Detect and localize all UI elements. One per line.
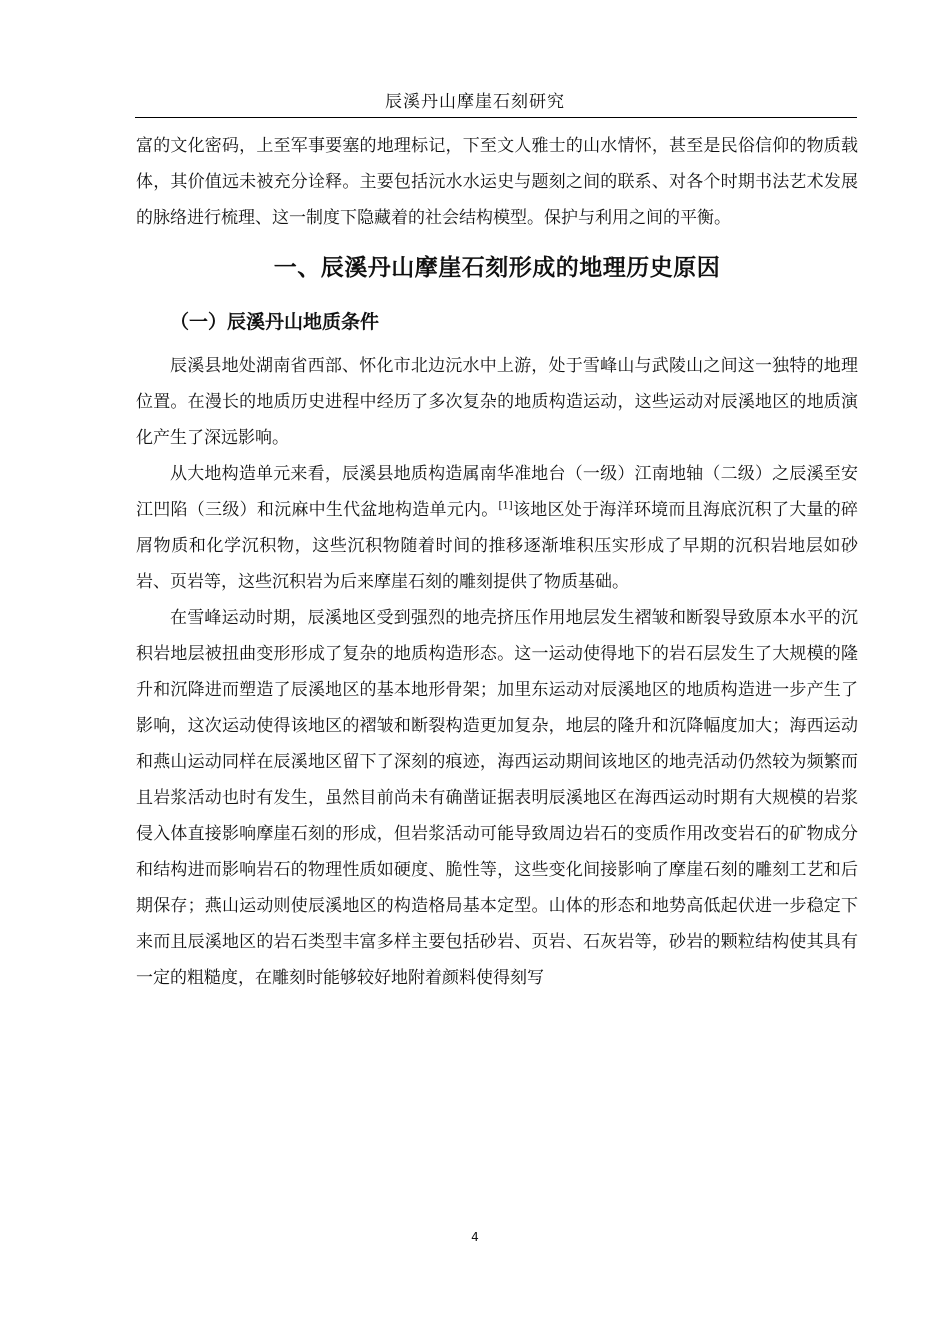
citation-marker[interactable]: [1]: [498, 500, 513, 512]
subsection-heading: （一）辰溪丹山地质条件: [170, 311, 380, 333]
paragraph-geography: 辰溪县地处湖南省西部、怀化市北边沅水中上游，处于雪峰山与武陵山之间这一独特的地理位置。在漫长的地质历史进程中经历了多次复杂的地质构造运动，这些运动对辰溪地区的地质演化产生了深远影响。: [136, 356, 858, 448]
running-header-title: 辰溪丹山摩崖石刻研究: [385, 92, 565, 112]
header-divider: [135, 117, 857, 118]
paragraph-tectonics-text-b: 该地区处于海洋环境而且海底沉积了大量的碎屑物质和化学沉积物，这些沉积物随着时间的推移逐渐堆积压实形成了早期的沉积岩地层如砂岩、页岩等，这些沉积岩为后来摩崖石刻的雕刻提供了物质基础。: [136, 500, 858, 592]
paragraph-orogeny: 在雪峰运动时期，辰溪地区受到强烈的地壳挤压作用地层发生褶皱和断裂导致原本水平的沉积岩地层被扭曲变形形成了复杂的地质构造形态。这一运动使得地下的岩石层发生了大规模的隆升和沉降进而塑造了辰溪地区的基本地形骨架；加里东运动对辰溪地区的地质构造进一步产生了影响，这次运动使得该地区的褶皱和断裂构造更加复杂，地层的隆升和沉降幅度加大；海西运动和燕山运动同样在辰溪地区留下了深刻的痕迹，海西运动期间该地区的地壳活动仍然较为频繁而且岩浆活动也时有发生，虽然目前尚未有确凿证据表明辰溪地区在海西运动时期有大规模的岩浆侵入体直接影响摩崖石刻的形成，但岩浆活动可能导致周边岩石的变质作用改变岩石的矿物成分和结构进而影响岩石的物理性质如硬度、脆性等，这些变化间接影响了摩崖石刻的雕刻工艺和后期保存；燕山运动则使辰溪地区的构造格局基本定型。山体的形态和地势高低起伏进一步稳定下来而且辰溪地区的岩石类型丰富多样主要包括砂岩、页岩、石灰岩等，砂岩的颗粒结构使其具有一定的粗糙度，在雕刻时能够较好地附着颜料使得刻写: [136, 608, 858, 988]
intro-paragraph: 富的文化密码，上至军事要塞的地理标记，下至文人雅士的山水情怀，甚至是民俗信仰的物质载体，其价值远未被充分诠释。主要包括沅水水运史与题刻之间的联系、对各个时期书法艺术发展的脉络进行梳理、这一制度下隐藏着的社会结构模型。保护与利用之间的平衡。: [136, 136, 858, 228]
page-content: [136, 128, 858, 996]
paragraph-tectonics-text-a: 从大地构造单元来看，辰溪县地质构造属南华准地台（一级）江南地轴（二级）之辰溪至安江凹陷（三级）和沅麻中生代盆地构造单元内。: [136, 464, 858, 520]
section-heading: 一、辰溪丹山摩崖石刻形成的地理历史原因: [273, 255, 721, 281]
page-number: 4: [471, 1230, 479, 1244]
paragraph-tectonics: [136, 456, 858, 600]
